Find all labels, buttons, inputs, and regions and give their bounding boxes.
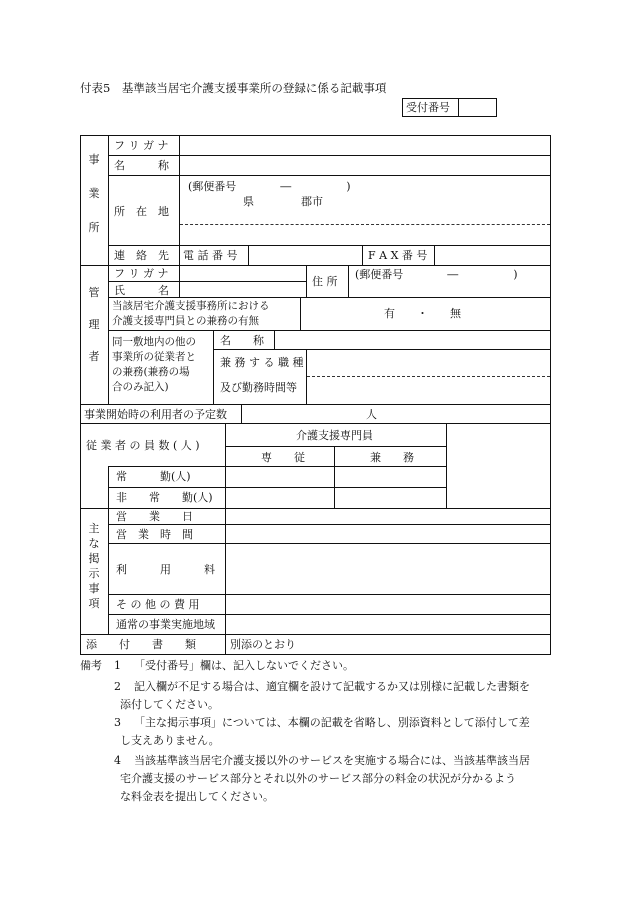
remark-1-line-1: 「受付番号」欄は、記入しないでください。 (134, 659, 354, 672)
remark-2-number: 2 (114, 680, 121, 693)
remark-4-number: 4 (114, 754, 121, 767)
remark-4-line-1: 当該基準該当居宅介護支援以外のサービスを実施する場合には、当該基準該当居 (134, 754, 530, 767)
usage-fee-field[interactable] (226, 544, 550, 594)
form-title: 付表5 基準該当居宅介護支援事業所の登録に係る記載事項 (80, 81, 387, 95)
other-costs-label: そ の 他 の 費 用 (116, 598, 200, 611)
manager-other-job-label-1: 兼 務 す る 職 種 (220, 356, 304, 369)
manager-name-field[interactable] (180, 282, 306, 297)
manager-furigana-label: フ リ ガ ナ (114, 267, 169, 280)
remark-2-line-1: 記入欄が不足する場合は、適宜欄を設けて記載するか又は別様に記載した書類を (134, 680, 530, 693)
postings-section-label: 主 な 掲 示 事 項 (88, 522, 100, 610)
staff-fulltime-exclusive-field[interactable] (226, 467, 334, 487)
manager-furigana-field[interactable] (180, 266, 306, 281)
office-fax-label: F A X 番 号 (368, 249, 428, 262)
manager-postal-code: (郵便番号 ― ) (355, 268, 518, 281)
business-hours-field[interactable] (226, 525, 550, 543)
office-address-field[interactable] (180, 226, 550, 245)
office-furigana-label: フ リ ガ ナ (114, 139, 169, 152)
manager-other-name-field[interactable] (275, 331, 550, 349)
remark-3-number: 3 (114, 716, 121, 729)
remark-3-line-2: し支えありません。 (120, 734, 220, 747)
receipt-number-field[interactable] (459, 99, 496, 116)
business-days-label: 営 業 日 (116, 510, 193, 523)
office-address-label: 所 在 地 (114, 205, 169, 218)
manager-other-name-label: 名 称 (220, 334, 264, 347)
manager-section-label: 管 理 者 (88, 286, 100, 363)
expected-users-label: 事業開始時の利用者の予定数 (84, 408, 227, 421)
business-hours-label: 営 業 時 間 (116, 528, 193, 541)
manager-name-label: 氏 名 (114, 284, 169, 297)
attachments-label: 添 付 書 類 (86, 638, 196, 651)
service-area-field[interactable] (226, 615, 550, 634)
office-furigana-field[interactable] (180, 136, 550, 155)
other-costs-field[interactable] (226, 595, 550, 614)
staff-cm-header: 介護支援専門員 (296, 429, 373, 442)
staff-parttime-concurrent-field[interactable] (335, 488, 446, 508)
manager-other-label-2: 事業所の従業者と (112, 351, 196, 363)
remark-3-line-1: 「主な掲示事項」については、本欄の記載を省略し、別添資料として添付して差 (134, 716, 530, 729)
attachments-value: 別添のとおり (230, 638, 296, 651)
staff-fulltime-concurrent-field[interactable] (335, 467, 446, 487)
office-section-label: 事 業 所 (88, 153, 100, 234)
staff-full-header: 専 従 (261, 451, 305, 464)
remark-1-number: 1 (114, 659, 121, 672)
office-prefecture: 県 (243, 195, 254, 208)
usage-fee-label: 利 用 料 (116, 563, 215, 576)
office-fax-field[interactable] (435, 246, 550, 265)
manager-concurrent-label-1: 当該居宅介護支援事務所における (112, 300, 270, 312)
staff-fulltime-label: 常 勤(人) (116, 470, 191, 483)
remark-4-line-3: な料金表を提出してください。 (120, 790, 274, 803)
manager-concurrent-label-2: 介護支援専門員との兼務の有無 (112, 315, 259, 327)
staff-count-label: 従 業 者 の 員 数 ( 人 ) (86, 439, 200, 452)
manager-other-label-4: 合のみ記入) (112, 381, 169, 393)
manager-concurrent-yes-no[interactable]: 有 ・ 無 (384, 307, 461, 320)
remarks-heading: 備考 (80, 659, 102, 672)
service-area-label: 通常の事業実施地域 (116, 618, 215, 631)
business-days-field[interactable] (226, 509, 550, 524)
remark-4-line-2: 宅介護支援のサービス部分とそれ以外のサービス部分の料金の状況が分かるよう (120, 772, 516, 785)
office-phone-field[interactable] (249, 246, 362, 265)
office-postal-code: (郵便番号 ― ) (188, 180, 351, 193)
office-phone-label: 電 話 番 号 (183, 249, 238, 262)
manager-address-field[interactable] (349, 266, 550, 297)
office-city: 郡市 (301, 195, 323, 208)
manager-other-job-field[interactable] (307, 350, 550, 404)
staff-part-header: 兼 務 (370, 451, 414, 464)
manager-other-job-label-2: 及び勤務時間等 (220, 381, 297, 394)
remark-2-line-2: 添付してください。 (120, 698, 219, 711)
receipt-number-label: 受付番号 (406, 101, 450, 114)
manager-other-label-1: 同一敷地内の他の (112, 336, 196, 348)
office-name-label: 名 称 (114, 159, 169, 172)
manager-address-label: 住 所 (312, 275, 338, 288)
office-contact-label: 連 絡 先 (114, 249, 169, 262)
expected-users-field[interactable] (242, 405, 362, 423)
office-name-field[interactable] (180, 156, 550, 175)
manager-other-label-3: の兼務(兼務の場 (112, 366, 190, 378)
staff-parttime-label: 非 常 勤(人) (116, 491, 213, 504)
staff-parttime-exclusive-field[interactable] (226, 488, 334, 508)
expected-users-unit: 人 (366, 408, 377, 421)
